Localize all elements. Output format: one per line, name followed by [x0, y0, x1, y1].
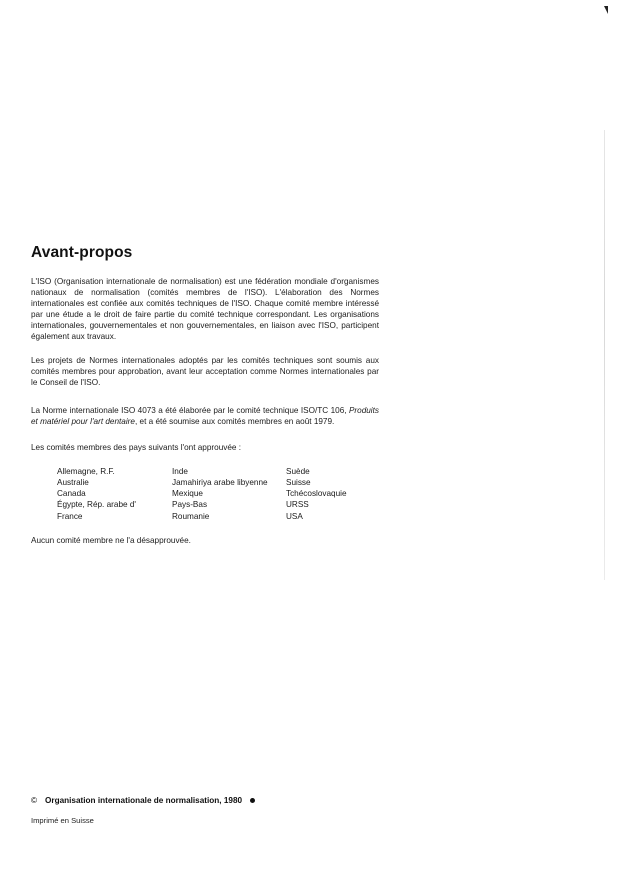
standard-origin-text: La Norme internationale ISO 4073 a été élaborée par le comité technique ISO/TC 106,: [31, 406, 349, 416]
country-name: Tchécoslovaquie: [286, 489, 347, 499]
committee-title: Produits et matériel pour l'art dentaire: [31, 406, 379, 427]
country-name: USA: [286, 511, 303, 521]
copyright-text: Organisation internationale de normalisation, 1980: [45, 796, 243, 805]
scan-edge-line: [604, 130, 605, 580]
country-name: Égypte, Rép. arabe d': [57, 500, 136, 510]
paragraph-iso-description: L'ISO (Organisation internationale de normalisation) est une fédération mondiale d'organismes nationaux de normalisation (comités membres de l'ISO). L'élaboration des Normes internationales est confiée aux comités techniques de l'ISO. Chaque comité membre intéressé par une étude a le droit de faire partie du comité technique correspondant. Les organisations internationales, gouvernementales et non gouvernementales, en liaison avec l'ISO, participent également aux travaux.: [31, 277, 379, 341]
bullet-dot-icon: [250, 798, 255, 803]
country-name: Allemagne, R.F.: [57, 466, 115, 476]
scan-corner-mark: [604, 6, 608, 14]
paragraph-draft-approval: Les projets de Normes internationales adoptés par les comités techniques sont soumis aux comités membres pour approbation, avant leur acceptation comme Normes internationales par le Conseil de l'ISO.: [31, 356, 379, 388]
page-title: Avant-propos: [31, 244, 133, 261]
foreword-section: [31, 244, 379, 547]
country-name: Inde: [172, 466, 188, 476]
country-name: Australie: [57, 478, 89, 488]
country-name: Suisse: [286, 478, 311, 488]
printed-in-notice: Imprimé en Suisse: [31, 816, 94, 825]
countries-column-1: [57, 466, 172, 522]
country-name: Suède: [286, 466, 310, 476]
copyright-notice: [31, 796, 255, 805]
country-name: Canada: [57, 489, 86, 499]
paragraph-approvals-intro: Les comités membres des pays suivants l'ont approuvée :: [31, 442, 241, 452]
country-name: Mexique: [172, 489, 203, 499]
country-name: URSS: [286, 500, 309, 510]
paragraph-disapprovals: Aucun comité membre ne l'a désapprouvée.: [31, 535, 191, 545]
countries-column-2: [172, 466, 286, 522]
standard-origin-text-end: , et a été soumise aux comités membres en août 1979.: [134, 417, 335, 427]
country-name: France: [57, 511, 83, 521]
country-name: Pays-Bas: [172, 500, 208, 510]
country-name: Roumanie: [172, 511, 210, 521]
paragraph-standard-origin: [31, 406, 379, 428]
countries-column-3: [286, 466, 386, 522]
copyright-symbol: ©: [31, 796, 38, 805]
country-name: Jamahiriya arabe libyenne: [172, 478, 268, 488]
approving-countries-list: [57, 466, 379, 522]
